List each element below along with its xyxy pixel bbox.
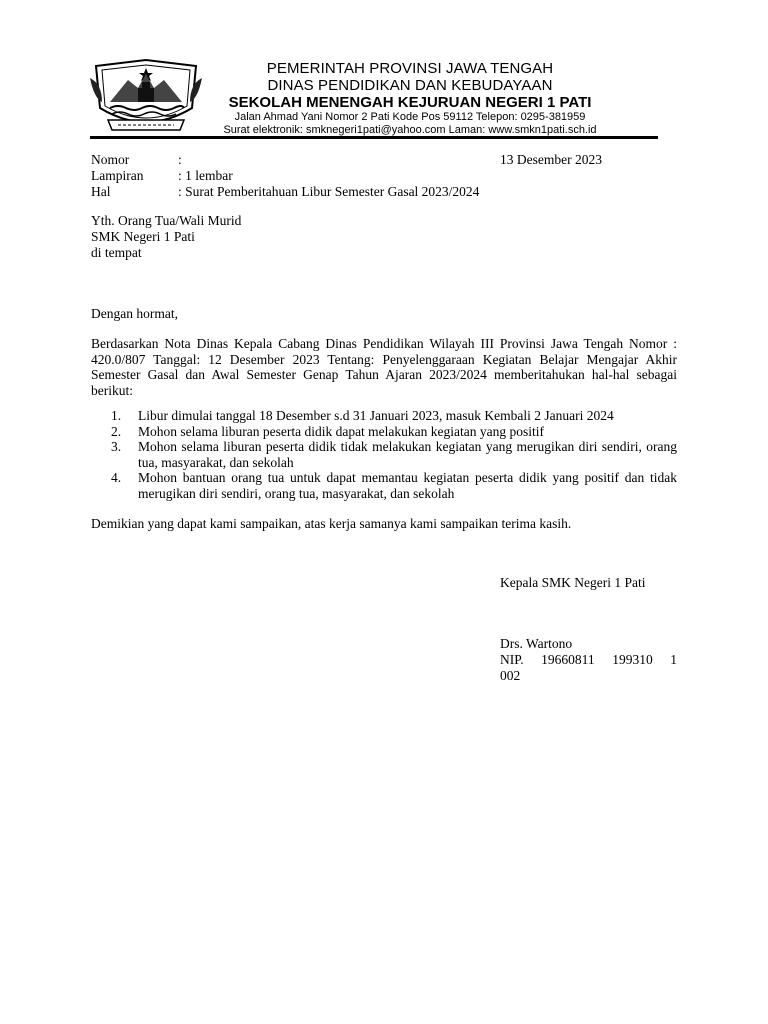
letterhead-school-name: SEKOLAH MENENGAH KEJURUAN NEGERI 1 PATI [228, 94, 592, 111]
list-item [91, 408, 677, 424]
nip-part-3: 1 [670, 652, 677, 667]
letterhead [200, 60, 620, 137]
lampiran-value: : 1 lembar [178, 168, 233, 183]
nip-part-4: 002 [500, 667, 521, 683]
signatory-nip [500, 652, 677, 683]
list-item-number: 2. [111, 423, 122, 439]
recipient-line-3: di tempat [91, 245, 142, 260]
letterhead-government: PEMERINTAH PROVINSI JAWA TENGAH [266, 60, 554, 77]
letterhead-department: DINAS PENDIDIKAN DAN KEBUDAYAAN [267, 77, 553, 94]
list-item [91, 470, 677, 501]
hal-label: Hal [91, 184, 111, 199]
lampiran-label: Lampiran [91, 168, 144, 183]
notice-list [91, 408, 677, 501]
letterhead-address: Jalan Ahmad Yani Nomor 2 Pati Kode Pos 59112 Telepon: 0295-381959 [234, 111, 586, 123]
list-item-text: Mohon bantuan orang tua untuk dapat memantau kegiatan peserta didik yang positif dan tidak merugikan diri sendiri, orang tua, masyarakat, dan sekolah [138, 470, 677, 501]
list-item-number: 3. [111, 439, 122, 454]
list-item [91, 424, 677, 440]
greeting: Dengan hormat, [91, 306, 178, 321]
recipient-line-1: Yth. Orang Tua/Wali Murid [91, 213, 242, 228]
nip-part-2: 199310 [612, 652, 653, 667]
list-item [91, 439, 677, 470]
recipient-line-2: SMK Negeri 1 Pati [91, 229, 195, 244]
signatory-name: Drs. Wartono [500, 636, 573, 651]
signatory-title: Kepala SMK Negeri 1 Pati [500, 575, 646, 590]
nip-part-1: 19660811 [541, 652, 595, 667]
province-emblem-icon [88, 58, 204, 138]
list-item-text: Libur dimulai tanggal 18 Desember s.d 31 Januari 2023, masuk Kembali 2 Januari 2024 [138, 408, 614, 423]
nip-label: NIP. [500, 652, 524, 667]
list-item-number: 1. [111, 408, 122, 423]
letter-date: 13 Desember 2023 [500, 152, 602, 167]
letterhead-divider [90, 136, 658, 139]
hal-value: : Surat Pemberitahuan Libur Semester Gasal 2023/2024 [178, 184, 480, 199]
list-item-number: 4. [111, 470, 122, 485]
nomor-value: : [178, 152, 182, 167]
letterhead-contact: Surat elektronik: smknegeri1pati@yahoo.com Laman: www.smkn1pati.sch.id [223, 124, 597, 136]
list-item-text: Mohon selama liburan peserta didik tidak melakukan kegiatan yang merugikan diri sendiri, orang tua, masyarakat, dan sekolah [138, 439, 677, 470]
body-paragraph: Berdasarkan Nota Dinas Kepala Cabang Dinas Pendidikan Wilayah III Provinsi Jawa Tengah Nomor : 420.0/807 Tanggal: 12 Desember 2023 Tentang: Penyelenggaraan Kegiatan Belajar Mengajar Akhir Semester Gasal dan Awal Semester Genap Tahun Ajaran 2023/2024 memberitahukan hal-hal sebagai berikut: [91, 336, 677, 398]
list-item-text: Mohon selama liburan peserta didik dapat melakukan kegiatan yang positif [138, 423, 545, 439]
closing-sentence: Demikian yang dapat kami sampaikan, atas kerja samanya kami sampaikan terima kasih. [91, 516, 572, 531]
nomor-label: Nomor [91, 152, 130, 167]
